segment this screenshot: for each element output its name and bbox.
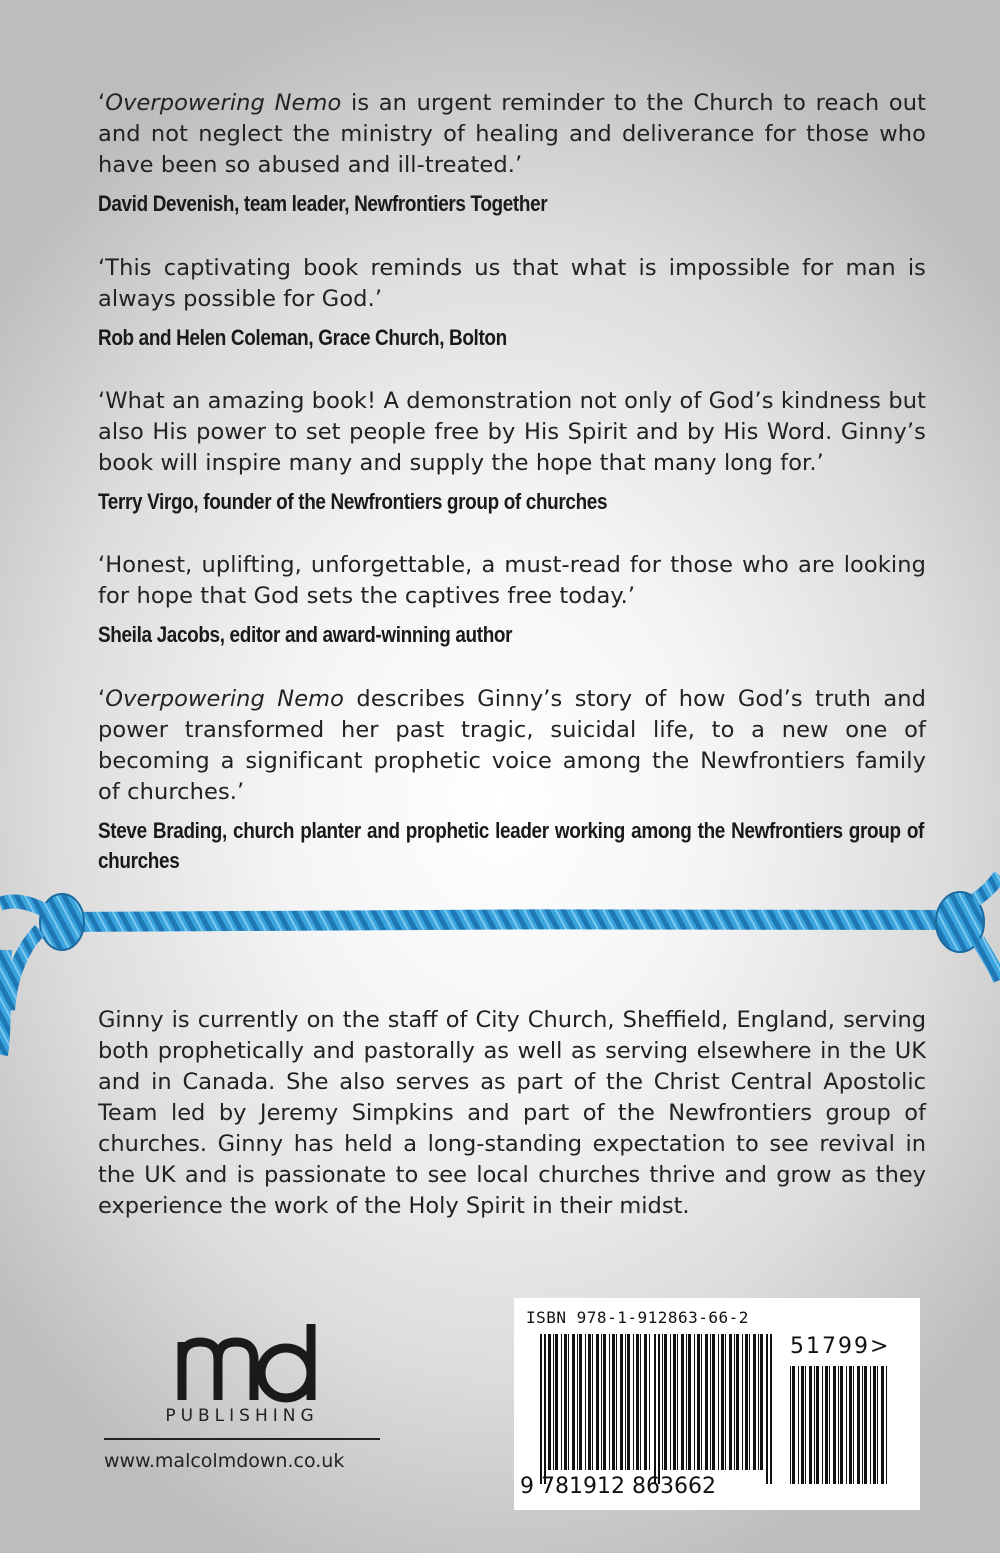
publisher-url[interactable]: www.malcolmdown.co.uk	[104, 1450, 345, 1472]
endorsement-4	[98, 550, 926, 650]
endorsement-4-attribution: Sheila Jacobs, editor and award-winning author	[98, 622, 513, 647]
md-logo-mark	[104, 1320, 380, 1412]
endorsement-2	[98, 253, 926, 353]
endorsement-5-text: ‘Overpowering Nemo describes Ginny’s story of how God’s truth and power transformed her past tragic, suicidal life, to a new one of becoming a significant prophetic voice among the Newfrontiers family of churches.’	[98, 686, 926, 805]
barcode-digits: 9 781912 863662	[520, 1474, 716, 1499]
book-title: Overpowering Nemo	[105, 90, 342, 116]
publisher-name: PUBLISHING	[165, 1406, 319, 1426]
left-knot	[0, 894, 84, 1055]
isbn-text: ISBN 978-1-912863-66-2	[526, 1308, 749, 1327]
endorsement-2-attribution: Rob and Helen Coleman, Grace Church, Bolton	[98, 325, 507, 350]
endorsement-1	[98, 88, 926, 219]
endorsement-5-attribution: Steve Brading, church planter and prophetic leader working among the Newfrontiers group of churches	[98, 818, 925, 873]
endorsement-2-text: ‘This captivating book reminds us that what is impossible for man is always possible for God.’	[98, 255, 926, 312]
endorsement-4-text: ‘Honest, uplifting, unforgettable, a must-read for those who are looking for hope that God sets the captives free today.’	[98, 552, 926, 609]
endorsement-1-text: ‘Overpowering Nemo is an urgent reminder to the Church to reach out and not neglect the ministry of healing and deliverance for those who have been so abused and ill-treated.’	[98, 90, 926, 178]
endorsement-3	[98, 386, 926, 517]
author-bio: Ginny is currently on the staff of City Church, Sheffield, England, serving both prophetically and pastorally as well as serving elsewhere in the UK and in Canada. She also serves as part of the Christ Central Apostolic Team led by Jeremy Simpkins and part of the Newfrontiers group of churches. Ginny has held a long-standing expectation to see revival in the UK and is passionate to see local churches thrive and grow as they experience the work of the Holy Spirit in their midst.	[98, 1007, 926, 1219]
right-knot	[936, 876, 1000, 980]
isbn-barcode	[514, 1298, 920, 1510]
endorsement-3-attribution: Terry Virgo, founder of the Newfrontiers group of churches	[98, 489, 608, 514]
rope	[60, 919, 960, 922]
endorsement-5	[98, 684, 926, 876]
endorsement-3-text: ‘What an amazing book! A demonstration not only of God’s kindness but also His power to set people free by His Spirit and by His Word. Ginny’s book will inspire many and supply the hope that many long for.’	[98, 388, 926, 476]
endorsement-1-attribution: David Devenish, team leader, Newfrontiers Together	[98, 191, 548, 216]
logo-divider	[104, 1438, 380, 1440]
book-title: Overpowering Nemo	[105, 686, 345, 712]
price-code: 51799>	[790, 1334, 891, 1359]
